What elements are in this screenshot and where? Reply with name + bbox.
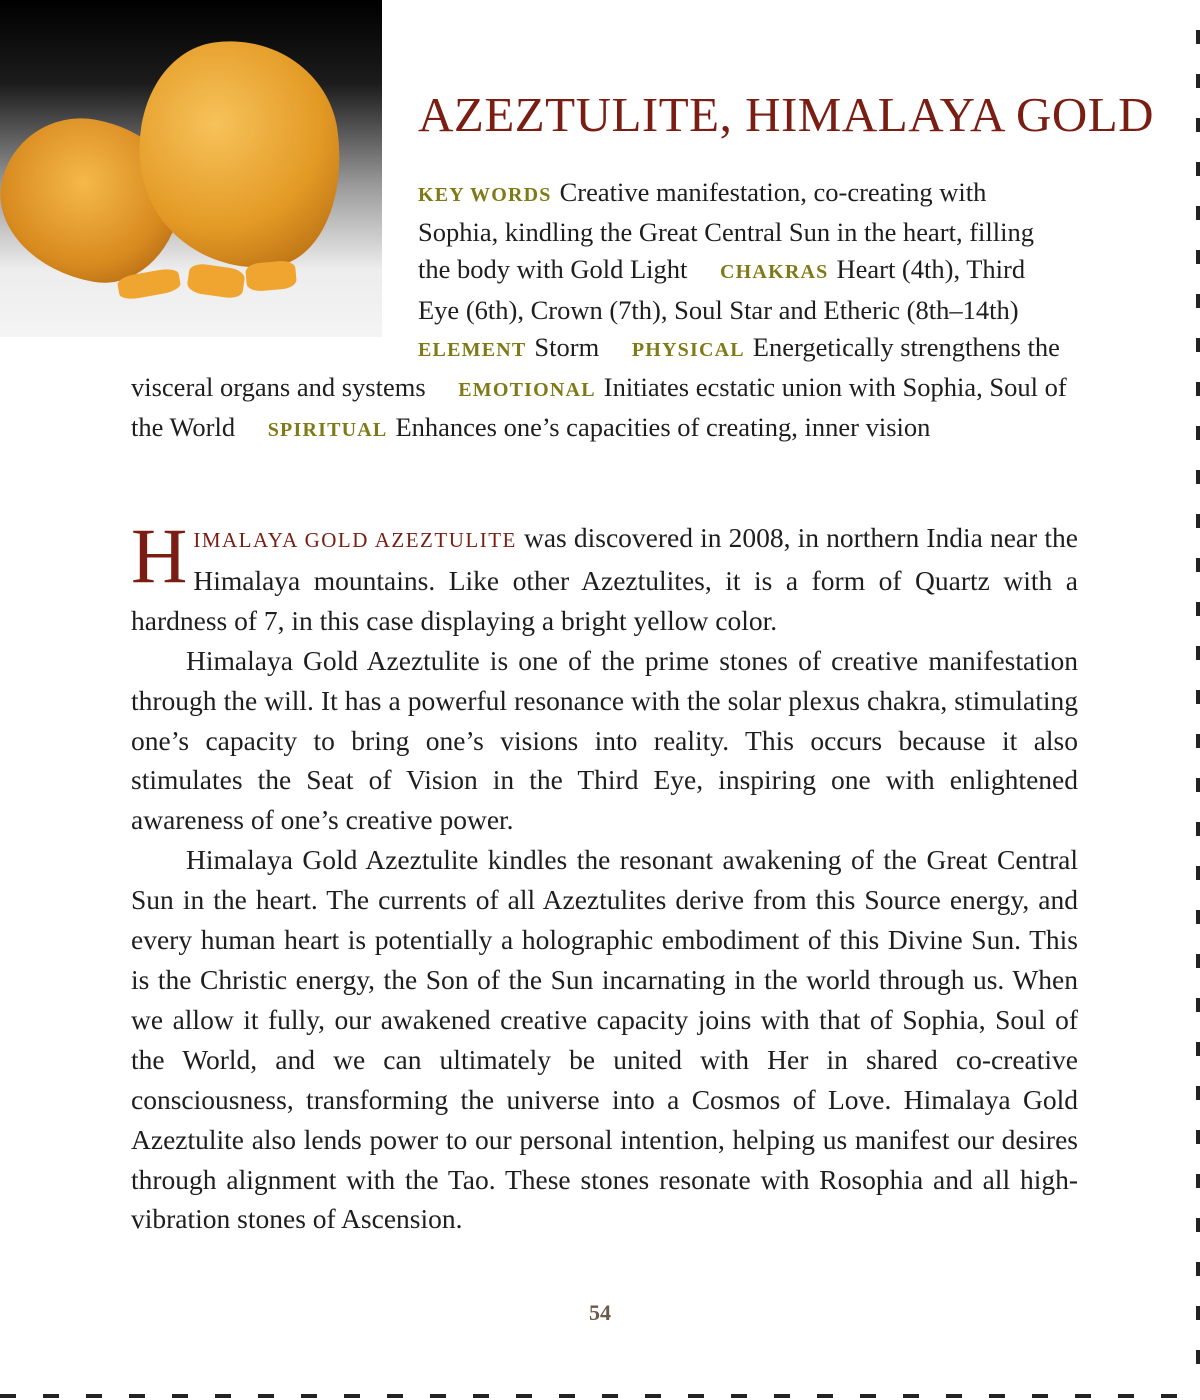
page-number: 54	[589, 1300, 611, 1325]
element: Storm	[534, 331, 600, 362]
page-title: AZEZTULITE, HIMALAYA GOLD	[418, 87, 1155, 142]
physical: Energetically strengthens the visceral organs and systems	[131, 331, 1060, 403]
element-label: ELEMENT	[418, 338, 527, 361]
paragraph	[131, 512, 1079, 641]
crop-marks-bottom	[0, 1394, 1200, 1398]
lead-small-caps: IMALAYA GOLD AZEZTULITE	[193, 528, 517, 552]
paragraph: Himalaya Gold Azeztulite is one of the prime stones of creative manifestation through the will. It has a powerful resonance with the solar plexus chakra, stimulating one’s capacity to bring one’s visions into reality. This occurs because it also stimulates the Seat of Vision in the Third Eye, inspiring one with enlightened awareness of one’s creative power.	[131, 644, 1078, 836]
paragraph: Himalaya Gold Azeztulite kindles the resonant awakening of the Great Central Sun in the heart. The currents of all Azeztulites derive from this Source energy, and every human heart is potentially a holographic embodiment of this Divine Sun. This is the Christic energy, the Son of the Sun incarnating in the world through us. When we allow it fully, our awakened creative capacity joins with that of Sophia, Soul of the World, and we can ultimately be united with Her in shared co-creative consciousness, transforming the universe into a Cosmos of Love. Himalaya Gold Azeztulite also lends power to our personal intention, helping us manifest our desires through alignment with the Tao. These stones resonate with Rosophia and all high-vibration stones of Ascension.	[131, 844, 1078, 1235]
crop-marks-right	[1196, 0, 1200, 1370]
image-wrap-spacer	[131, 174, 418, 359]
drop-cap: H	[131, 512, 188, 599]
chakras: Heart (4th), Third Eye (6th), Crown (7th), Soul Star and Etheric (8th–14th)	[418, 254, 1026, 325]
spiritual-label: SPIRITUAL	[267, 419, 388, 442]
key-words: Creative manifestation, co-creating with Sophia, kindling the Great Central Sun in the heart, filling the body with Gold Light	[418, 177, 1035, 285]
emotional-label: EMOTIONAL	[458, 379, 596, 402]
body-text	[131, 512, 1079, 1239]
chakras-label: CHAKRAS	[720, 261, 829, 284]
paragraph-text: was discovered in 2008, in northern India near the Himalaya mountains. Like other Azeztulites, it is a form of Quartz with a hardness of 7, in this case displaying a bright yellow color.	[131, 522, 1079, 636]
spiritual: Enhances one’s capacities of creating, inner vision	[395, 412, 931, 443]
physical-label: PHYSICAL	[631, 338, 745, 361]
key-words-label: KEY WORDS	[418, 184, 552, 206]
emotional: Initiates ecstatic union with Sophia, Soul of the World	[131, 372, 1067, 443]
properties-block	[131, 174, 1071, 449]
